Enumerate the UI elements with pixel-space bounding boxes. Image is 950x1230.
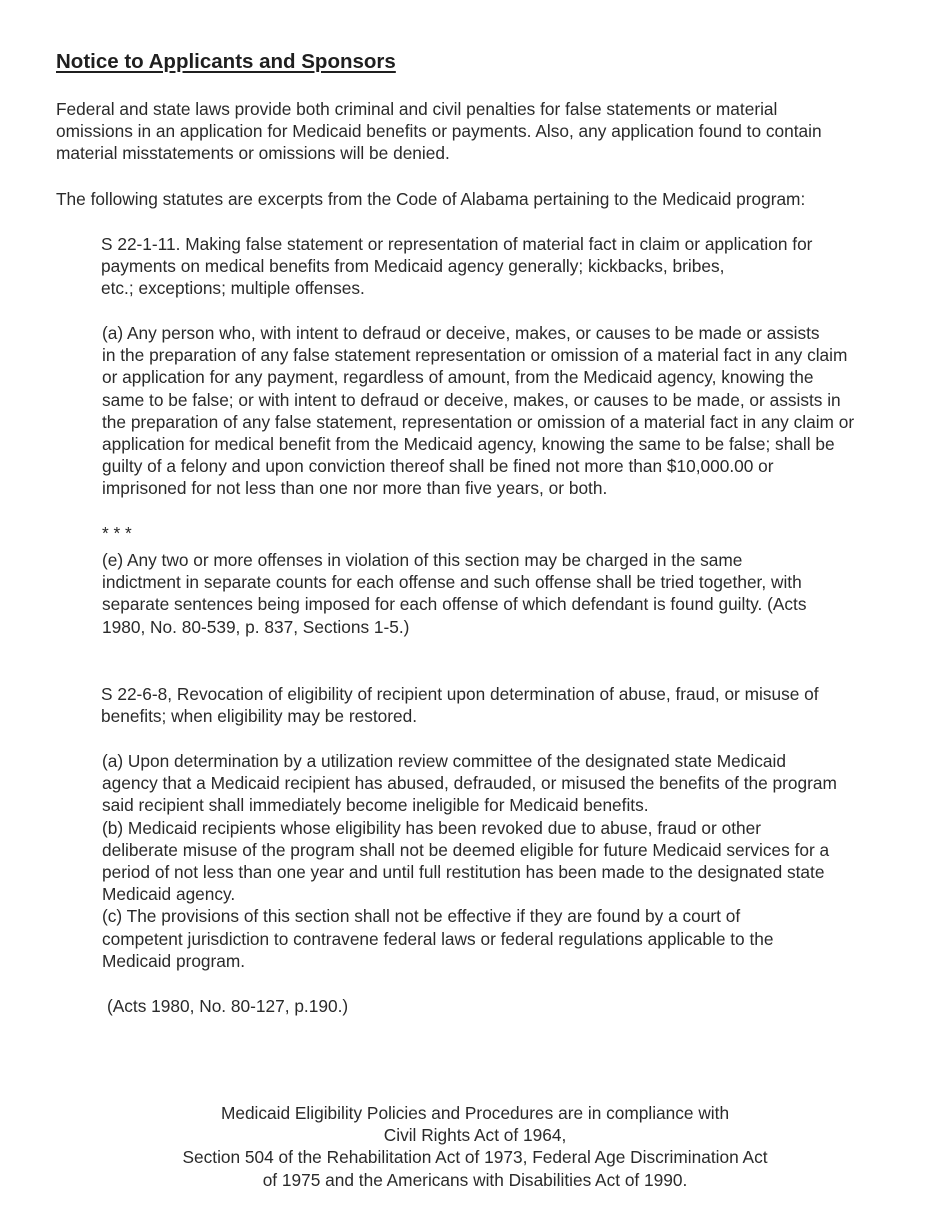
section-22-1-11-paragraph-e: (e) Any two or more offenses in violation of this section may be charged in the same indictment in separate counts for each offense and such offense shall be tried together, with separate sentences being imposed for each offense of which defendant is found guilty. (Acts 1980, No. 80-539, p. 837, Sections 1-5.) (102, 550, 807, 637)
section-22-1-11-paragraph-a: (a) Any person who, with intent to defraud or deceive, makes, or causes to be made or assists in the preparation of any false statement representation or omission of a material fact in any claim or application for any payment, regardless of amount, from the Medicaid agency, knowing the same to be false; or with intent to defraud or deceive, makes, or causes to be made, or assists in the preparation of any false statement, representation or omission of a material fact in any claim or application for medical benefit from the Medicaid agency, knowing the same to be false; shall be guilty of a felony and upon conviction thereof shall be fined not more than $10,000.00 or imprisoned for not less than one nor more than five years, or both. (102, 323, 855, 499)
page-title: Notice to Applicants and Sponsors (56, 50, 396, 73)
section-22-6-8-citation: (Acts 1980, No. 80-127, p.190.) (107, 996, 349, 1016)
section-22-1-11-heading: S 22-1-11. Making false statement or representation of material fact in claim or application for payments on medical benefits from Medicaid agency generally; kickbacks, bribes, etc.; exceptions; multiple offenses. (101, 234, 813, 299)
compliance-footer: Medicaid Eligibility Policies and Procedures are in compliance with Civil Rights Act of 1964, Section 504 of the Rehabilitation Act of 1973, Federal Age Discrimination Act of 1975 and the Americans with Disabilities Act of 1990. (182, 1103, 768, 1190)
section-22-6-8-heading: S 22-6-8, Revocation of eligibility of recipient upon determination of abuse, fraud, or misuse of benefits; when eligibility may be restored. (101, 684, 819, 727)
section-22-6-8-paragraphs: (a) Upon determination by a utilization review committee of the designated state Medicaid agency that a Medicaid recipient has abused, defrauded, or misused the benefits of the program said recipient shall immediately become ineligible for Medicaid benefits. (b) Medicaid recipients whose eligibility has been revoked due to abuse, fraud or other deliberate misuse of the program shall not be deemed eligible for future Medicaid services for a period of not less than one year and until full restitution has been made to the designated state Medicaid agency. (c) The provisions of this section shall not be effective if they are found by a court of competent jurisdiction to contravene federal laws or federal regulations applicable to the Medicaid program. (102, 751, 837, 971)
omission-stars: * * * (102, 523, 132, 543)
statutes-intro-paragraph: The following statutes are excerpts from the Code of Alabama pertaining to the Medicaid program: (56, 189, 806, 209)
intro-paragraph: Federal and state laws provide both criminal and civil penalties for false statements or material omissions in an application for Medicaid benefits or payments. Also, any application found to contain material misstatements or omissions will be denied. (56, 99, 822, 164)
